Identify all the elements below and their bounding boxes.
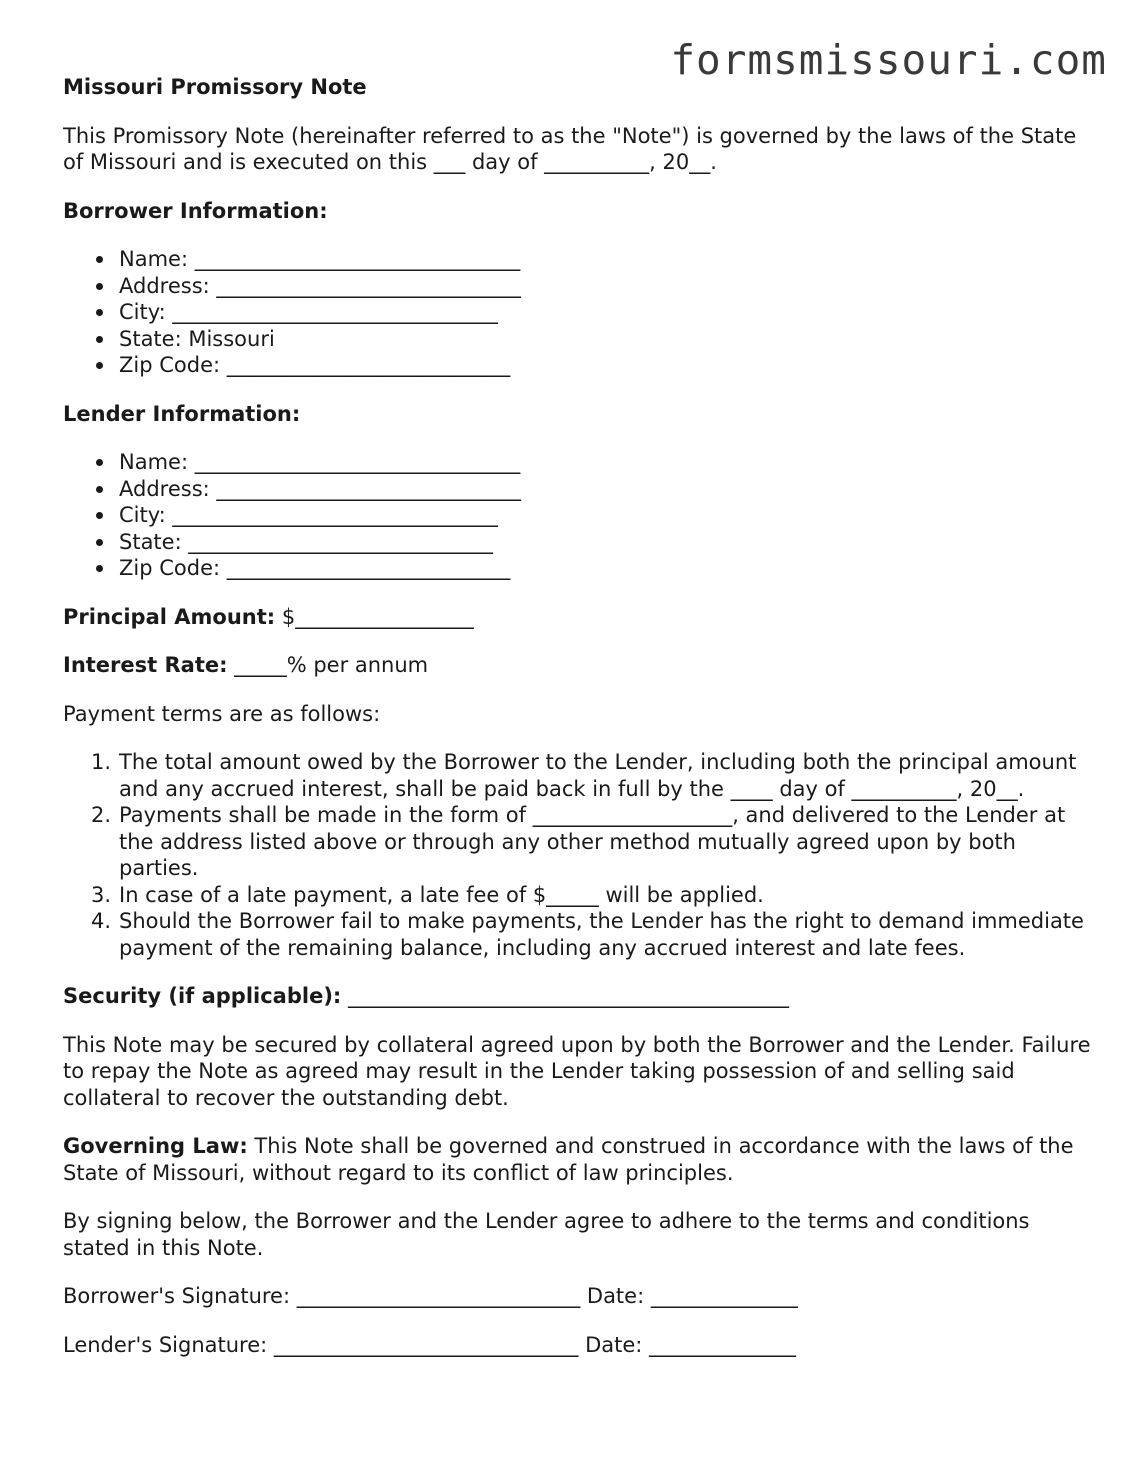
borrower-address-field: Address: _____________________________ (63, 273, 1093, 300)
interest-rate-line (63, 652, 1093, 679)
payment-term-item (63, 802, 1093, 882)
governing-law-text: This Note shall be governed and construed in accordance with the laws of the State of Missouri, without regard to its conflict of law principles. (63, 1134, 1074, 1185)
term-number: 1. (91, 750, 112, 774)
lender-signature-line: Lender's Signature: _____________________________ Date: ______________ (63, 1332, 797, 1357)
term-text: The total amount owed by the Borrower to the Lender, including both the principal amount and any accrued interest, shall be paid back in full by the ____ day of __________, 20__. (119, 750, 1077, 801)
borrower-signature-line: Borrower's Signature: ___________________________ Date: ______________ (63, 1284, 798, 1308)
borrower-heading: Borrower Information: (63, 198, 328, 223)
interest-rate-label: Interest Rate: (63, 653, 228, 677)
lender-zip-field: Zip Code: ___________________________ (63, 555, 1093, 582)
borrower-info-list (63, 246, 1093, 379)
term-text: In case of a late payment, a late fee of $_____ will be applied. (119, 882, 764, 907)
borrower-zip-field: Zip Code: ___________________________ (63, 352, 1093, 379)
agreement-paragraph: By signing below, the Borrower and the Lender agree to adhere to the terms and conditions stated in this Note. (63, 1209, 1030, 1260)
term-text: Should the Borrower fail to make payments, the Lender has the right to demand immediate payment of the remaining balance, including any accrued interest and late fees. (119, 909, 1084, 960)
security-blank: __________________________________________ (341, 984, 790, 1008)
term-text: Payments shall be made in the form of ___________________, and delivered to the Lender at the address listed above or through any other method mutually agreed upon by both parties. (119, 803, 1066, 880)
principal-amount-label: Principal Amount: (63, 604, 276, 629)
payment-terms-list (63, 749, 1093, 961)
borrower-name-field: Name: _______________________________ (63, 246, 1093, 273)
collateral-paragraph: This Note may be secured by collateral agreed upon by both the Borrower and the Lender. Failure to repay the Note as agreed may result in the Lender taking possession of and selling said collateral to recover the outstanding debt. (63, 1032, 1091, 1110)
payment-term-item (63, 882, 1093, 909)
payment-term-item (63, 749, 1093, 802)
borrower-city-field: City: _______________________________ (63, 299, 1093, 326)
site-watermark: formsmissouri.com (670, 36, 1107, 84)
security-label: Security (if applicable): (63, 984, 342, 1008)
governing-law-label: Governing Law: (63, 1134, 248, 1158)
governing-law-paragraph (63, 1133, 1093, 1186)
lender-address-field: Address: _____________________________ (63, 476, 1093, 503)
payment-terms-intro: Payment terms are as follows: (63, 701, 381, 726)
term-number: 4. (91, 909, 112, 933)
lender-state-field: State: _____________________________ (63, 529, 1093, 556)
security-line (63, 983, 1093, 1010)
lender-city-field: City: _______________________________ (63, 502, 1093, 529)
payment-term-item (63, 908, 1093, 961)
principal-amount-line (63, 604, 1093, 631)
principal-amount-blank: $_________________ (275, 604, 474, 629)
document-body (63, 74, 1093, 1380)
lender-info-list (63, 449, 1093, 582)
borrower-state-field: State: Missouri (63, 326, 1093, 353)
intro-paragraph: This Promissory Note (hereinafter referred to as the "Note") is governed by the laws of the State of Missouri and is executed on this ___ day of __________, 20__. (63, 123, 1077, 174)
lender-heading: Lender Information: (63, 401, 301, 426)
term-number: 3. (91, 882, 112, 907)
lender-name-field: Name: _______________________________ (63, 449, 1093, 476)
document-title: Missouri Promissory Note (63, 75, 367, 99)
term-number: 2. (91, 803, 112, 827)
interest-rate-blank: _____% per annum (227, 653, 429, 677)
